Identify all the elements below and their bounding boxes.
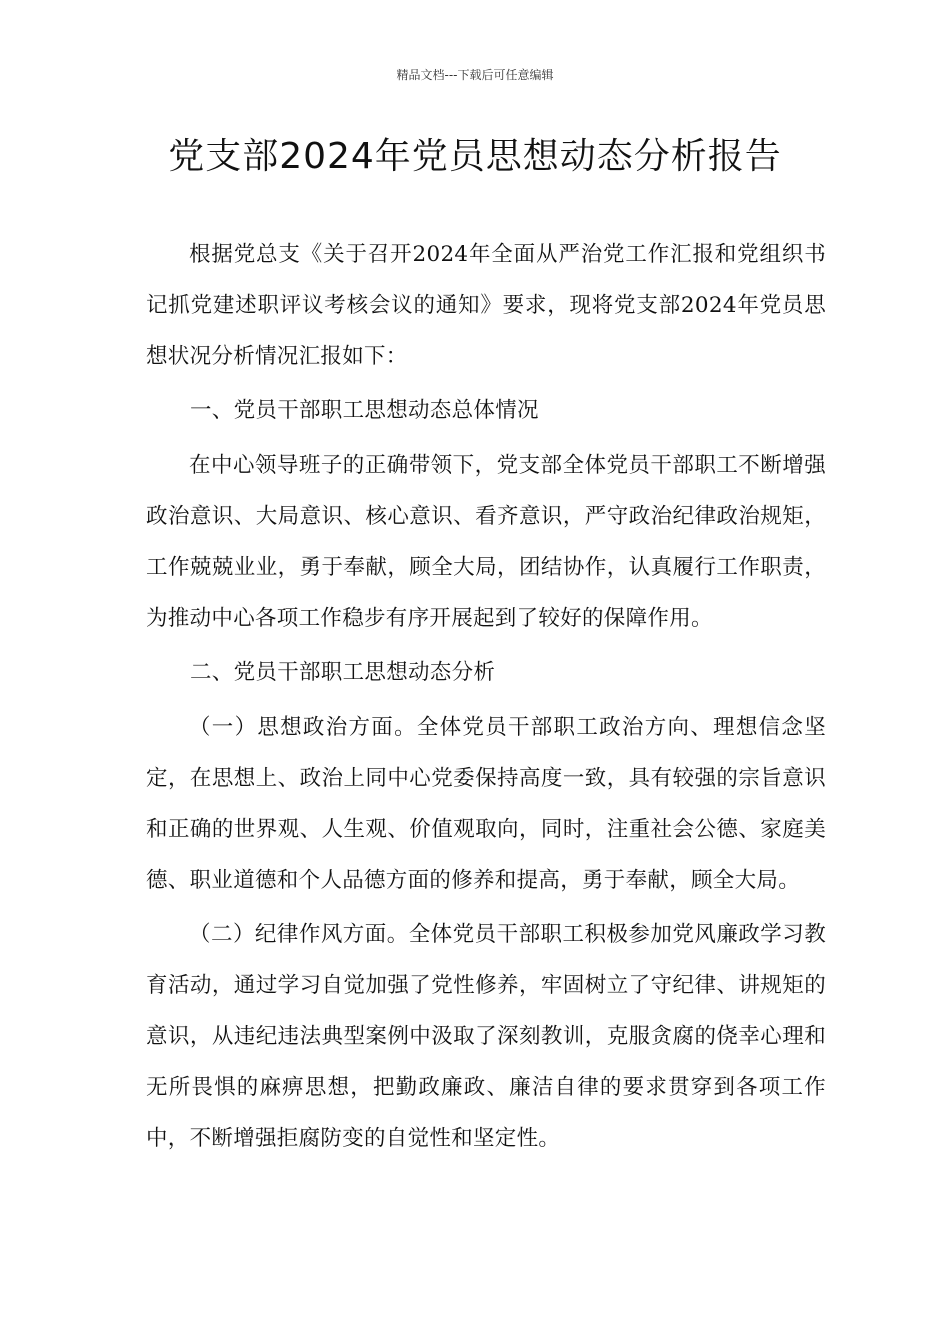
section-2-paragraph-1: （一）思想政治方面。全体党员干部职工政治方向、理想信念坚定，在思想上、政治上同中心党委保持高度一致，具有较强的宗旨意识和正确的世界观、人生观、价值观取向，同时，注重社会公德、家庭美德、职业道德和个人品德方面的修养和提高，勇于奉献，顾全大局。 (146, 715, 826, 893)
section-1-body: 在中心领导班子的正确带领下，党支部全体党员干部职工不断增强政治意识、大局意识、核心意识、看齐意识，严守政治纪律政治规矩，工作兢兢业业，勇于奉献，顾全大局，团结协作，认真履行工作职责，为推动中心各项工作稳步有序开展起到了较好的保障作用。 (146, 453, 826, 631)
section-1-heading: 一、党员干部职工思想动态总体情况 (190, 398, 539, 424)
header-note: 精品文档---下载后可任意编辑 (396, 68, 554, 82)
section-2-heading: 二、党员干部职工思想动态分析 (190, 660, 496, 686)
intro-paragraph: 根据党总支《关于召开2024年全面从严治党工作汇报和党组织书记抓党建述职评议考核会议的通知》要求，现将党支部2024年党员思想状况分析情况汇报如下： (146, 242, 826, 369)
section-2-paragraph-2: （二）纪律作风方面。全体党员干部职工积极参加党风廉政学习教育活动，通过学习自觉加强了党性修养，牢固树立了守纪律、讲规矩的意识，从违纪违法典型案例中汲取了深刻教训，克服贪腐的侥幸心理和无所畏惧的麻痹思想，把勤政廉政、廉洁自律的要求贯穿到各项工作中，不断增强拒腐防变的自觉性和坚定性。 (146, 922, 826, 1151)
document-body (146, 230, 826, 1164)
page-title: 党支部2024年党员思想动态分析报告 (168, 136, 782, 177)
